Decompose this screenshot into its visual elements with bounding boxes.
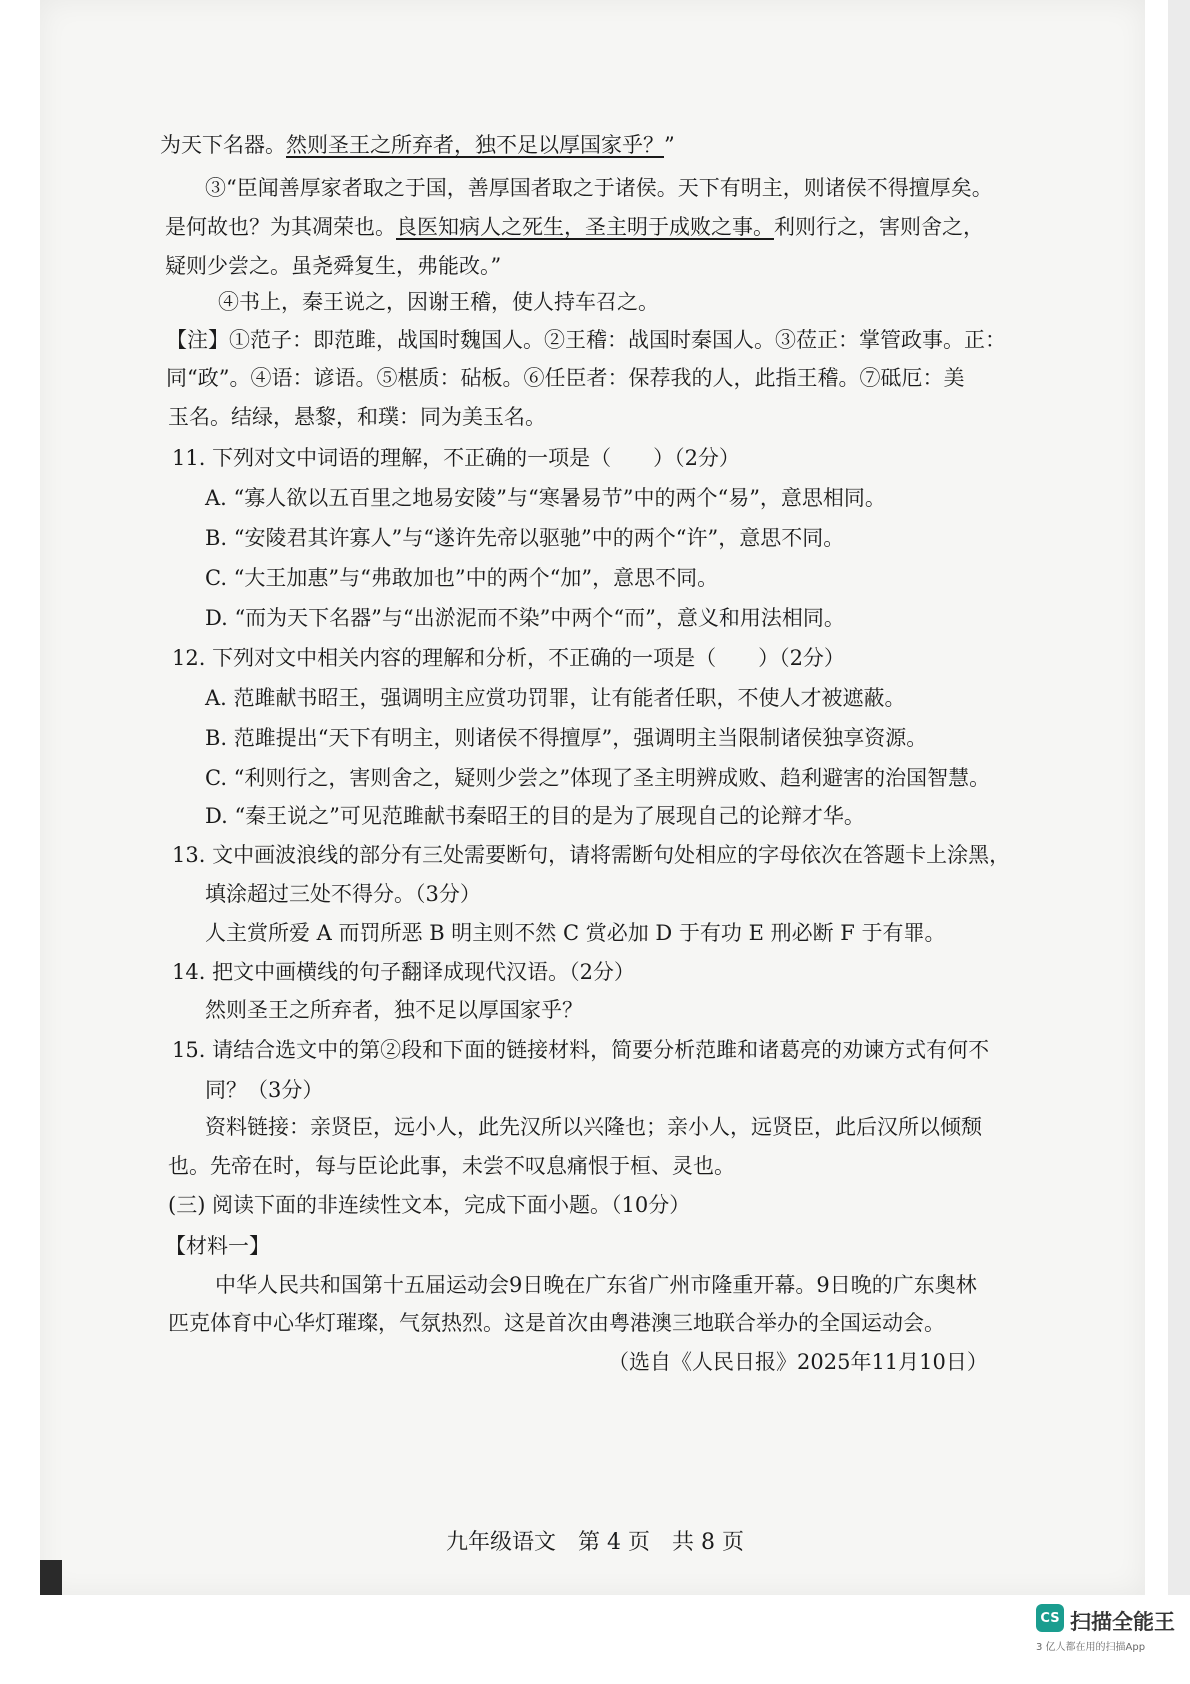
question-15: 15. 请结合选文中的第②段和下面的链接材料，简要分析范雎和诸葛亮的劝谏方式有何不 bbox=[172, 1038, 990, 1062]
question-13-cont: 填涂超过三处不得分。（3分） bbox=[205, 882, 481, 906]
scanner-tagline: 3 亿人都在用的扫描App bbox=[1036, 1642, 1146, 1653]
option-c: C. “大王加惠”与“弗敢加也”中的两个“加”，意思不同。 bbox=[205, 566, 719, 590]
link-material: 也。先帝在时，每与臣论此事，未尝不叹息痛恨于桓、灵也。 bbox=[168, 1154, 735, 1178]
scan-shadow bbox=[40, 1560, 62, 1595]
cs-logo-icon: CS bbox=[1036, 1604, 1064, 1632]
scanner-app-name: 扫描全能王 bbox=[1070, 1610, 1175, 1634]
option-b: B. “安陵君其许寡人”与“遂许先帝以驱驰”中的两个“许”，意思不同。 bbox=[205, 526, 845, 550]
question-11: 11. 下列对文中词语的理解，不正确的一项是（ ）（2分） bbox=[172, 446, 740, 470]
material-source: （选自《人民日报》2025年11月10日） bbox=[608, 1350, 988, 1374]
option-d: D. “秦王说之”可见范雎献书秦昭王的目的是为了展现自己的论辩才华。 bbox=[205, 804, 865, 828]
option-a: A. 范雎献书昭王，强调明主应赏功罚罪，让有能者任职，不使人才被遮蔽。 bbox=[205, 686, 906, 710]
underlined-sentence: 良医知病人之死生，圣主明于成败之事。 bbox=[396, 215, 774, 239]
link-material: 资料链接：亲贤臣，远小人，此先汉所以兴隆也；亲小人，远贤臣，此后汉所以倾颓 bbox=[205, 1115, 982, 1139]
passage-text: 是何故也？为其凋荣也。 bbox=[165, 215, 396, 239]
option-a: A. “寡人欲以五百里之地易安陵”与“寒暑易节”中的两个“易”，意思相同。 bbox=[205, 486, 886, 510]
note-line: 【注】①范子：即范雎，战国时魏国人。②王稽：战国时秦国人。③莅正：掌管政事。正： bbox=[166, 328, 1006, 352]
question-12: 12. 下列对文中相关内容的理解和分析，不正确的一项是（ ）（2分） bbox=[172, 646, 845, 670]
passage-text: 为天下名器。 bbox=[160, 133, 286, 157]
passage-line: 疑则少尝之。虽尧舜复生，弗能改。” bbox=[165, 254, 502, 278]
passage-line: ④书上，秦王说之，因谢王稽，使人持车召之。 bbox=[218, 290, 659, 314]
page-footer: 九年级语文 第 4 页 共 8 页 bbox=[446, 1530, 744, 1555]
underlined-sentence: 然则圣王之所弃者，独不足以厚国家乎？ bbox=[286, 133, 664, 157]
question-13: 13. 文中画波浪线的部分有三处需要断句，请将需断句处相应的字母依次在答题卡上涂黑， bbox=[172, 843, 1011, 867]
section-heading: (三) 阅读下面的非连续性文本，完成下面小题。（10分） bbox=[168, 1193, 691, 1217]
option-c: C. “利则行之，害则舍之，疑则少尝之”体现了圣主明辨成败、趋利避害的治国智慧。 bbox=[205, 766, 991, 790]
option-d: D. “而为天下名器”与“出淤泥而不染”中两个“而”，意义和用法相同。 bbox=[205, 606, 845, 630]
material-text: 中华人民共和国第十五届运动会9日晚在广东省广州市隆重开幕。9日晚的广东奥林 bbox=[215, 1273, 977, 1297]
question-14-text: 然则圣王之所弃者，独不足以厚国家乎？ bbox=[205, 998, 583, 1022]
option-b: B. 范雎提出“天下有明主，则诸侯不得擅厚”，强调明主当限制诸侯独享资源。 bbox=[205, 726, 928, 750]
note-line: 玉名。结绿，悬黎，和璞：同为美玉名。 bbox=[168, 405, 546, 429]
passage-line: ③“臣闻善厚家者取之于国，善厚国者取之于诸侯。天下有明主，则诸侯不得擅厚矣。 bbox=[205, 176, 993, 200]
note-line: 同“政”。④语：谚语。⑤椹质：砧板。⑥任臣者：保荐我的人，此指王稽。⑦砥厄：美 bbox=[166, 366, 965, 390]
passage-line bbox=[160, 135, 675, 156]
page-edge bbox=[1168, 0, 1190, 1595]
question-15-cont: 同？（3分） bbox=[205, 1078, 324, 1102]
material-label: 【材料一】 bbox=[165, 1234, 270, 1258]
passage-line bbox=[165, 217, 984, 238]
material-text: 匹克体育中心华灯璀璨，气氛热烈。这是首次由粤港澳三地联合举办的全国运动会。 bbox=[168, 1311, 945, 1335]
passage-text: ” bbox=[664, 133, 675, 157]
question-13-text: 人主赏所爱 A 而罚所恶 B 明主则不然 C 赏必加 D 于有功 E 刑必断 F 于有罪。 bbox=[205, 921, 946, 945]
passage-text: 利则行之，害则舍之， bbox=[774, 215, 984, 239]
question-14: 14. 把文中画横线的句子翻译成现代汉语。（2分） bbox=[172, 960, 635, 984]
